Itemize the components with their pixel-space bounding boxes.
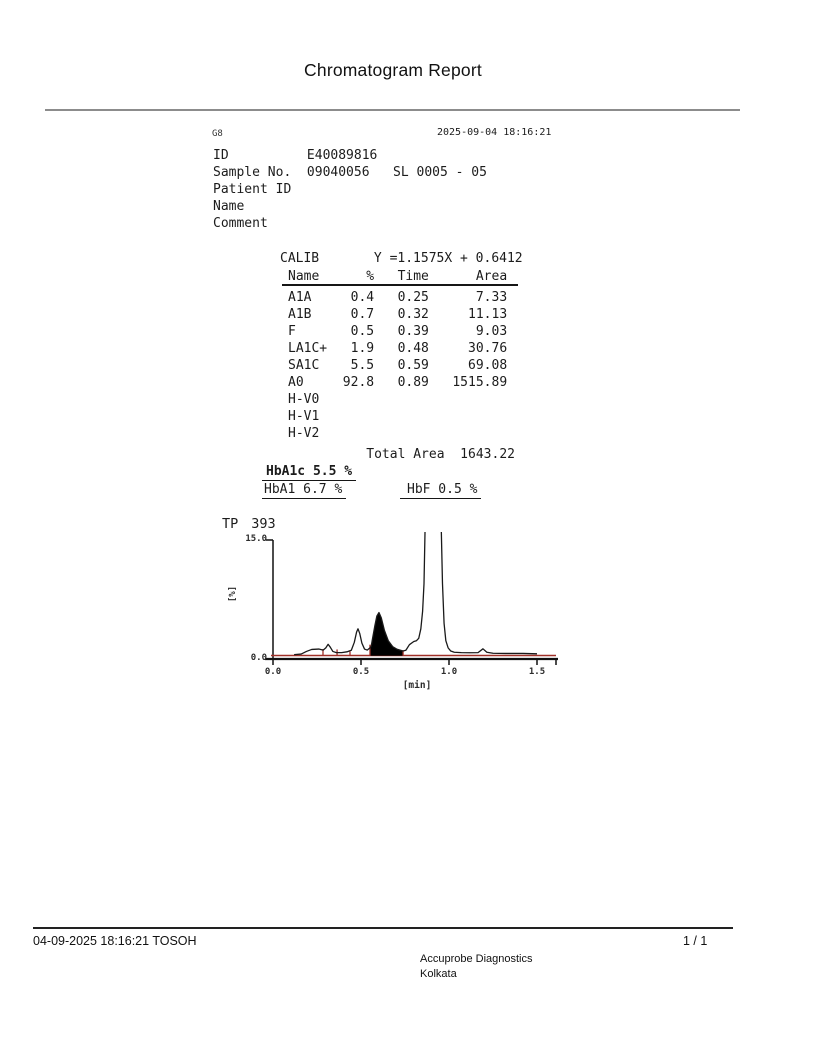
x-tick-label: 1.5 <box>528 667 546 677</box>
tp-value: 393 <box>251 516 276 532</box>
sample-info-block <box>213 147 487 232</box>
y-axis-unit: [%] <box>228 585 238 603</box>
peak-table-row: H-V2 <box>288 426 320 441</box>
x-tick-label: 1.0 <box>440 667 458 677</box>
hba1-result: HbA1 6.7 % <box>262 482 346 499</box>
info-line: ID E40089816 <box>213 148 378 163</box>
footer-org-city: Kolkata <box>420 968 457 980</box>
peak-table-row: SA1C 5.5 0.59 69.08 <box>288 358 508 373</box>
total-area-line: Total Area 1643.22 <box>288 447 515 462</box>
x-tick-label: 0.5 <box>352 667 370 677</box>
peak-table-row: F 0.5 0.39 9.03 <box>288 324 508 339</box>
y-tick-label: 0.0 <box>250 653 267 663</box>
peak-table-row: H-V1 <box>288 409 320 424</box>
device-label: G8 <box>212 129 223 139</box>
peak-table-header-underline <box>282 284 518 286</box>
y-tick-label: 15.0 <box>245 534 267 544</box>
x-tick-label: 0.0 <box>264 667 282 677</box>
report-datetime: 2025-09-04 18:16:21 <box>437 127 552 138</box>
info-line: Patient ID <box>213 182 292 197</box>
total-peaks-label <box>222 516 276 532</box>
footer-org-name: Accuprobe Diagnostics <box>420 953 533 965</box>
tp-label: TP <box>222 516 239 532</box>
chromatogram-trace <box>294 532 537 655</box>
info-line: Sample No. 09040056 SL 0005 - 05 <box>213 165 487 180</box>
peak-table-row: LA1C+ 1.9 0.48 30.76 <box>288 341 508 356</box>
footer-divider <box>33 927 733 929</box>
hbf-result: HbF 0.5 % <box>400 482 481 499</box>
peak-table-header: Name % Time Area <box>288 269 508 284</box>
peak-table-row: A0 92.8 0.89 1515.89 <box>288 375 508 390</box>
peak-table-row: H-V0 <box>288 392 320 407</box>
info-line: Name <box>213 199 245 214</box>
calib-equation-line: CALIB Y =1.1575X + 0.6412 <box>280 251 523 266</box>
footer-datetime: 04-09-2025 18:16:21 TOSOH <box>33 934 197 948</box>
peak-table-row: A1B 0.7 0.32 11.13 <box>288 307 508 322</box>
peak-table-row: A1A 0.4 0.25 7.33 <box>288 290 508 305</box>
peak-table <box>288 289 507 442</box>
chromatogram-plot <box>255 532 567 672</box>
footer-page-number: 1 / 1 <box>683 934 708 948</box>
hba1c-result: HbA1c 5.5 % <box>262 464 356 481</box>
page-title: Chromatogram Report <box>304 60 482 80</box>
x-axis-unit: [min] <box>402 680 432 691</box>
info-line: Comment <box>213 216 268 231</box>
title-divider <box>45 109 740 111</box>
